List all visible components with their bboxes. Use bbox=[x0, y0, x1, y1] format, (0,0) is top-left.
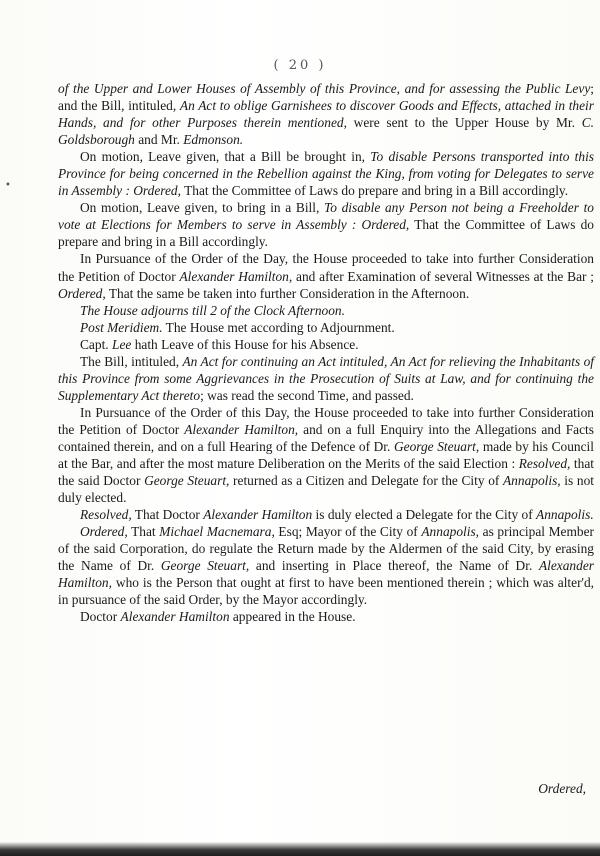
text-run: , were sent to the Upper House by Mr. bbox=[343, 115, 582, 131]
paragraph-motion-freeholder bbox=[58, 199, 594, 250]
italic-run: Resolved, bbox=[518, 456, 571, 472]
italic-run: Alexander Hamilton, bbox=[58, 558, 594, 591]
page-bottom-edge bbox=[0, 842, 600, 856]
text-run: That bbox=[127, 524, 160, 540]
paragraph-leave-absence bbox=[58, 336, 594, 353]
text-run: and after Examination of several Witnesses at the Bar ; bbox=[292, 268, 594, 284]
paragraph-hamilton-elected bbox=[58, 506, 594, 523]
text-run: appeared in the House. bbox=[229, 609, 356, 625]
italic-run: Michael Macnemara, bbox=[159, 524, 275, 540]
text-run: Capt. bbox=[80, 336, 112, 352]
italic-run: Ordered, bbox=[58, 285, 106, 301]
italic-run: An Act to oblige Garnishees to discover Goods and Effects, attached in their Hands, and for other Purposes therein mentioned bbox=[58, 98, 594, 131]
italic-run: of the Upper and Lower Houses of Assembly of this Province, and for assessing the Public Levy bbox=[58, 81, 591, 96]
text-run: ; was read the second Time, and passed. bbox=[200, 387, 414, 403]
italic-run: Post Meridiem. bbox=[80, 319, 163, 335]
italic-run: Lee bbox=[112, 336, 132, 352]
text-run: as principal Member of the said Corporation, do regulate the Return made by the Aldermen of the said City, by erasing the Name of Dr. bbox=[58, 524, 594, 574]
text-run: That Doctor bbox=[131, 507, 204, 523]
italic-run: Resolved, bbox=[80, 507, 132, 523]
text-run: On motion, Leave given, to bring in a Bill, bbox=[80, 200, 325, 216]
italic-run: To disable any Person not being a Freeholder to vote at Elections for Members to serve in Assembly : Ordered, bbox=[58, 200, 594, 233]
italic-run: Annapolis, bbox=[421, 524, 480, 540]
page-number: ( 20 ) bbox=[273, 58, 327, 73]
text-run: The House met according to Adjournment. bbox=[162, 319, 395, 335]
paragraph-post-meridiem bbox=[58, 319, 594, 336]
italic-run: C. Goldsborough bbox=[58, 115, 594, 148]
paragraph-election-resolution bbox=[58, 404, 594, 506]
paragraph-adjournment bbox=[58, 302, 594, 319]
text-run: On motion, Leave given, that a Bill be brought in, bbox=[80, 149, 371, 165]
italic-run: George Steuart, bbox=[144, 473, 230, 489]
paragraph-mayor-order bbox=[58, 523, 594, 608]
text-run: In Pursuance of the Order of this Day, the House proceeded to take into further Consideration the Petition of Doctor bbox=[58, 404, 594, 437]
text-run: Doctor bbox=[80, 609, 121, 625]
text-run: hath Leave of this House for his Absence. bbox=[131, 336, 359, 352]
text-run: Esq; Mayor of the City of bbox=[274, 524, 422, 540]
italic-run: Alexander Hamilton bbox=[120, 609, 230, 625]
italic-run: The House adjourns till 2 of the Clock Afternoon. bbox=[80, 302, 345, 318]
text-run: The Bill, intituled, bbox=[80, 353, 183, 369]
italic-run: An Act for continuing an Act intituled, An Act for relieving the Inhabitants of this Province from some Aggrievances in the Prosecution of Suits at Law, and for continuing the Supplementary Act thereto bbox=[58, 353, 595, 403]
italic-run: Annapolis, bbox=[503, 473, 561, 489]
italic-run: To disable Persons transported into this Province for being concerned in the Rebellion against the King, from voting for Delegates to serve in Assembly : Ordered, bbox=[58, 149, 594, 199]
paragraph-motion-disable-transported bbox=[58, 148, 594, 199]
italic-run: Edmonson. bbox=[183, 132, 244, 148]
text-run: and on a full Enquiry into the Allegations and Facts contained therein, and on a full Hearing of the Defence of Dr. bbox=[58, 421, 594, 454]
text-run: and Mr. bbox=[134, 132, 184, 148]
text-run: In Pursuance of the Order of the Day, the House proceeded to take into further Consideration the Petition of Doctor bbox=[58, 251, 594, 284]
text-run: who is the Person that ought at first to have been mentioned therein ; which was alter'd, in pursuance of the said Order, by the Mayor accordingly. bbox=[58, 575, 594, 608]
catchword: Ordered, bbox=[538, 781, 586, 796]
paragraph-continuation bbox=[58, 80, 594, 148]
paragraph-bill-continuing bbox=[58, 353, 594, 404]
text-run: and inserting in Place thereof, the Name of Dr. bbox=[249, 558, 539, 574]
journal-text bbox=[58, 80, 594, 626]
italic-run: Ordered, bbox=[80, 524, 128, 540]
text-run: made by his Council at the Bar, and after the most mature Deliberation on the Merits of the said Election : bbox=[58, 438, 594, 472]
text-run: is not duly elected. bbox=[58, 473, 594, 506]
text-run: ; and the Bill, intituled, bbox=[58, 81, 594, 114]
italic-run: Annapolis. bbox=[536, 507, 594, 523]
text-run: that the said Doctor bbox=[58, 456, 595, 489]
paragraph-hamilton-appeared bbox=[58, 608, 594, 625]
paragraph-petition-hamilton bbox=[58, 250, 594, 301]
italic-run: Alexander Hamilton bbox=[203, 507, 313, 523]
italic-run: George Steuart, bbox=[160, 558, 250, 574]
margin-dot: • bbox=[5, 180, 11, 191]
text-run: That the same be taken into further Consideration in the Afternoon. bbox=[105, 285, 470, 301]
text-run: That the Committee of Laws do prepare and bring in a Bill accordingly. bbox=[180, 183, 569, 199]
text-run: returned as a Citizen and Delegate for the City of bbox=[229, 473, 503, 489]
text-run: is duly elected a Delegate for the City of bbox=[312, 507, 537, 523]
italic-run: George Steuart, bbox=[393, 438, 480, 454]
italic-run: Alexander Hamilton, bbox=[179, 268, 293, 284]
italic-run: Alexander Hamilton, bbox=[184, 421, 299, 437]
text-run: That the Committee of Laws do prepare and bring in a Bill accordingly. bbox=[58, 217, 594, 250]
